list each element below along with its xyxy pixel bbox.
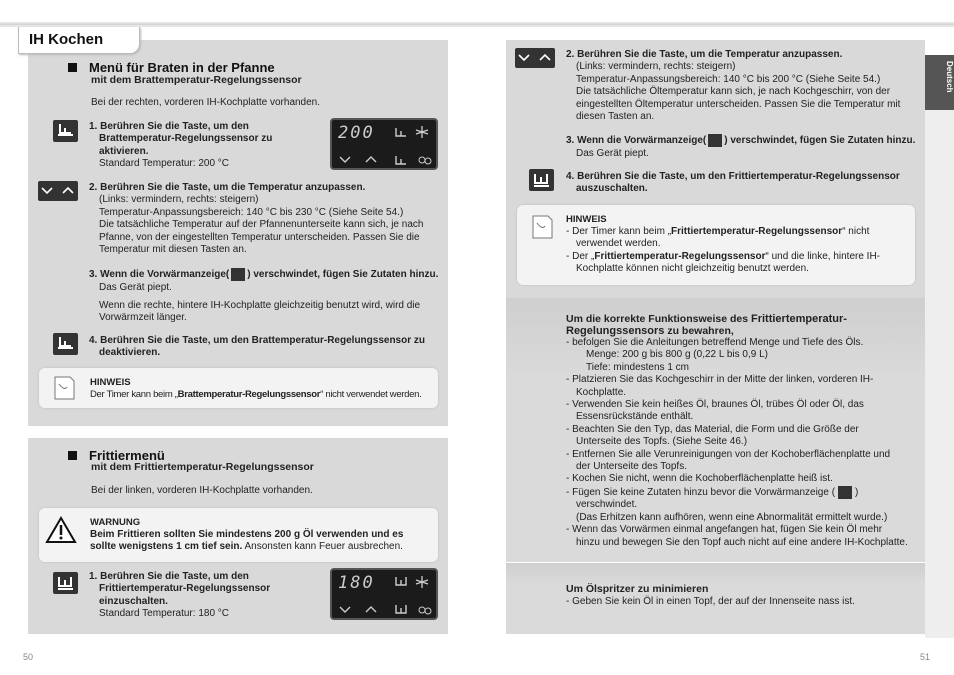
preheat-icon [838, 486, 852, 499]
control-display-200 [330, 118, 438, 170]
fry-sensor-button-icon [529, 169, 554, 191]
step-4: 4. Berühren Sie die Taste, um den Brattemperatur-Regelungssensor zu deaktivieren. [89, 335, 426, 359]
page-number-left: 50 [23, 652, 34, 662]
down-up-button-icon [38, 181, 78, 201]
availability-text: Bei der rechten, vorderen IH-Kochplatte vorhanden. [91, 97, 321, 108]
warning-triangle-icon [45, 516, 77, 544]
availability-text: Bei der linken, vorderen IH-Kochplatte vorhanden. [91, 485, 313, 496]
section-title-frittier: Frittiermenü [68, 448, 165, 463]
page-number-right: 51 [920, 652, 931, 662]
top-rule-shadow [0, 25, 954, 27]
note-box: HINWEIS Der Timer kann beim „Brattemperatur-Regelungssensor“ nicht verwendet werden. [39, 368, 438, 408]
note-icon [529, 213, 555, 241]
language-tab: Deutsch [925, 55, 954, 110]
square-bullet-icon [68, 63, 77, 72]
sensor-indicator-icons [392, 572, 438, 618]
bullet-list: - befolgen Sie die Anleitungen betreffend Menge und Tiefe des Öls. Menge: 200 g bis 800 g (0,22 L bis 0,9 L) Tiefe: mindestens 1 cm - Platzieren Sie das Kochgeschirr in der Mitte der linken, vorderen IH- Kochplatte. - Verwenden Sie kein heißes Öl, braunes Öl, trübes Öl oder Öl, das Essensrückstände enthält. - Beachten Sie den Typ, das Material, die Form und die Größe der Unterseite des Topfs. (Siehe Seite 46.) - Entfernen Sie alle Verunreinigungen von der Kochoberflächenplatte und der Unterseite des Topfs. - Kochen Sie nicht, wenn die Kochoberflächenplatte heiß ist. - Fügen Sie keine Zutaten hinzu bevor die Vorwärmanzeige ( ) verschwindet. (Das Erhitzen kann aufhören, wenn eine Abnormalität ermittelt wurde.) - Wenn das Vorwärmen einmal angefangen hat, fügen Sie kein Öl mehr hinzu und bewegen Sie den Topf auch nicht auf eine andere IH-Kochplatte. [566, 337, 908, 548]
note-icon [51, 374, 77, 402]
side-edge [925, 110, 954, 638]
arrow-down-up-icon [338, 604, 383, 616]
function-heading: Um die korrekte Funktionsweise des Frittiertemperatur- Regelungssensors zu bewahren, [566, 313, 847, 338]
step-4: 4. Berühren Sie die Taste, um den Frittiertemperatur-Regelungssensor auszuschalten. [566, 171, 900, 195]
temp-readout: 180 [338, 573, 375, 593]
temp-readout: 200 [338, 123, 375, 143]
page-title: IH Kochen [18, 27, 140, 54]
pan-sensor-button-icon [53, 333, 78, 355]
splash-text: - Geben Sie kein Öl in einen Topf, der auf der Innenseite nass ist. [566, 596, 855, 607]
preheat-icon [231, 268, 245, 281]
section-subtitle: mit dem Brattemperatur-Regelungssensor [91, 74, 302, 86]
note-box: HINWEIS - Der Timer kann beim „Frittiertemperatur-Regelungssensor“ nicht verwendet werden. - Der „Frittiertemperatur-Regelungssensor“ und die linke, hintere IH- Kochplatte können nicht gleichzeitig benutzt werden. [517, 205, 915, 285]
step-3: 3. Wenn die Vorwärmanzeige( ) verschwindet, fügen Sie Zutaten hinzu. Das Gerät piept. [566, 135, 916, 159]
section-subtitle: mit dem Frittiertemperatur-Regelungssensor [91, 461, 314, 473]
step-1: 1. Berühren Sie die Taste, um den Frittiertemperatur-Regelungssensor einzuschalten. Standard Temperatur: 180 °C [89, 571, 271, 620]
arrow-down-up-icon [338, 154, 383, 166]
control-display-180 [330, 568, 438, 620]
step-3: 3. Wenn die Vorwärmanzeige( ) verschwindet, fügen Sie Zutaten hinzu. Das Gerät piept. Wenn die rechte, hintere IH-Kochplatte gleichzeitig benutzt wird, wird die Vorwärmzeit länger. [89, 269, 439, 324]
square-bullet-icon [68, 451, 77, 460]
step-1: 1. Berühren Sie die Taste, um den Brattemperatur-Regelungssensor zu aktivieren. Standard Temperatur: 200 °C [89, 121, 273, 170]
step-2: 2. Berühren Sie die Taste, um die Temperatur anzupassen. (Links: vermindern, rechts: steigern) Temperatur-Anpassungsbereich: 140 °C bis 200 °C (Siehe Seite 54.) Die tatsächliche Öltemperatur kann sich, je nach Kochgeschirr, von der eingestellten Öltemperatur unterscheiden. Passen Sie die Temperatur mit diesen Tasten an. [566, 49, 901, 123]
preheat-icon [708, 134, 722, 147]
down-up-button-icon [515, 48, 555, 68]
splash-heading: Um Ölspritzer zu minimieren [566, 583, 709, 595]
fry-sensor-button-icon [53, 572, 78, 594]
warning-box: WARNUNG Beim Frittieren sollten Sie mindestens 200 g Öl verwenden und es sollte wenigstens 1 cm tief sein. Ansonsten kann Feuer ausbrechen. [39, 508, 438, 562]
pan-sensor-button-icon [53, 120, 78, 142]
section-title-braten: Menü für Braten in der Pfanne [68, 60, 275, 75]
step-2: 2. Berühren Sie die Taste, um die Temperatur anzupassen. (Links: vermindern, rechts: steigern) Temperatur-Anpassungsbereich: 140 °C bis 230 °C (Siehe Seite 54.) Die tatsächliche Temperatur auf der Pfannenunterseite kann sich, je nach Pfanne, von der eingestellten Temperatur unterscheiden. Passen Sie die Temperatur mit diesen Tasten an. [89, 182, 424, 256]
sensor-indicator-icons [392, 122, 438, 168]
